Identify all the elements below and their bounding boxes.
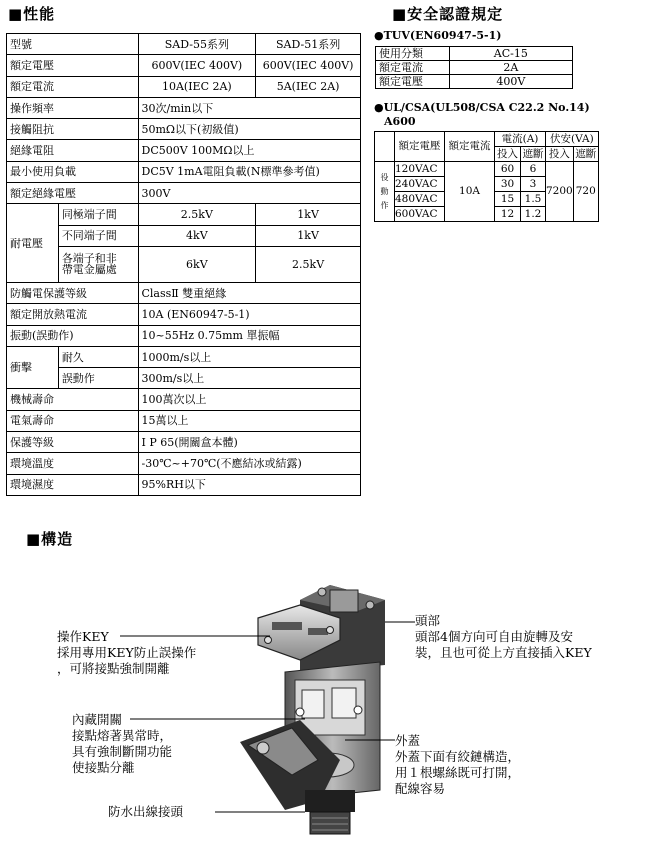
row-voltage: 480VAC <box>395 192 445 207</box>
row-label: 振動(誤動作) <box>7 325 139 346</box>
tuv-title: ●TUV(EN60947-5-1) <box>374 29 502 42</box>
row-value: 6kV <box>138 246 256 282</box>
row-out: 3 <box>521 177 546 192</box>
callout-line: 頭部4個方向可自由旋轉及安 <box>415 629 573 644</box>
callout-line: 外蓋下面有絞鏈構造， <box>395 749 521 764</box>
row-in: 15 <box>495 192 521 207</box>
row-value: -30℃~+70℃(不應結冰或結露) <box>138 453 361 474</box>
row-out: 6 <box>521 162 546 177</box>
row-label: 操作頻率 <box>7 97 139 118</box>
row-value: 1kV <box>256 225 361 246</box>
col-sad51: SAD-51系列 <box>256 34 361 55</box>
row-in: 60 <box>495 162 521 177</box>
row-value: 2.5kV <box>138 204 256 225</box>
ul-va-out: 720 <box>573 162 598 222</box>
header-in: 投入 <box>546 147 574 162</box>
callout-line: 接點熔著異常時， <box>72 728 173 743</box>
safety-heading: ■安全認證規定 <box>392 5 504 23</box>
header-va: 伏安(VA) <box>546 132 599 147</box>
row-value: 10A (EN60947-5-1) <box>138 304 361 325</box>
waterproof-connector <box>305 790 355 834</box>
callout-line: 採用專用KEY防止誤操作 <box>57 645 197 660</box>
row-label: 額定絕緣電壓 <box>7 183 139 204</box>
row-label: 額定電流 <box>7 76 139 97</box>
row-label: 絕緣電阻 <box>7 140 139 161</box>
header-in: 投入 <box>495 147 521 162</box>
row-value: DC5V 1mA電阻負載(N標準參考值) <box>138 161 361 182</box>
row-value: 10A(IEC 2A) <box>138 76 256 97</box>
side-char: 動 <box>380 186 389 196</box>
col-sad55: SAD-55系列 <box>138 34 256 55</box>
callout-key <box>57 629 196 677</box>
callout-title: 操作KEY <box>57 629 109 644</box>
row-label: 額定電壓 <box>7 55 139 76</box>
row-value: 600V(IEC 400V) <box>138 55 256 76</box>
shock-label: 衝擊 <box>7 346 59 389</box>
row-in: 12 <box>495 207 521 222</box>
row-value: 600V(IEC 400V) <box>256 55 361 76</box>
row-value: 10~55Hz 0.75mm 單振幅 <box>138 325 361 346</box>
row-label: 誤動作 <box>58 368 138 389</box>
callout-switch <box>72 712 172 776</box>
performance-heading: ■性能 <box>8 5 56 23</box>
header-out: 遮斷 <box>522 147 544 160</box>
row-label: 不同端子間 <box>58 225 138 246</box>
callout-line: 用１根螺絲既可打開， <box>395 765 521 780</box>
row-value: 5A(IEC 2A) <box>256 76 361 97</box>
row-label: 額定電流 <box>376 61 450 75</box>
row-label: 最小使用負載 <box>7 161 139 182</box>
ul-subtitle: A600 <box>384 115 416 128</box>
row-voltage: 600VAC <box>395 207 445 222</box>
header-amp: 電流(A) <box>495 132 546 147</box>
row-value: 15萬以上 <box>138 410 361 431</box>
header-voltage: 額定電壓 <box>395 132 445 162</box>
side-char: 作 <box>380 200 389 210</box>
callout-title: 外蓋 <box>395 733 421 748</box>
row-value: ClassⅡ 雙重絕緣 <box>138 282 361 303</box>
row-value: 100萬次以上 <box>138 389 361 410</box>
row-value: 95%RH以下 <box>138 474 361 495</box>
row-label: 電氣壽命 <box>7 410 139 431</box>
row-out: 1.2 <box>521 207 546 222</box>
row-label: 環境溫度 <box>7 453 139 474</box>
row-value: 50mΩ以下(初級值) <box>138 119 361 140</box>
row-label: 額定開放熱電流 <box>7 304 139 325</box>
row-value: 2A <box>449 61 572 75</box>
callout-head <box>415 613 592 661</box>
side-char: 役 <box>380 172 389 182</box>
row-value: 1000m/s以上 <box>138 346 361 367</box>
row-value: DC500V 100MΩ以上 <box>138 140 361 161</box>
ul-title: ●UL/CSA(UL508/CSA C22.2 No.14) <box>374 101 590 114</box>
callout-line: 配線容易 <box>395 781 446 796</box>
withstand-label: 耐電壓 <box>7 204 59 283</box>
header-out: 遮斷 <box>575 147 597 160</box>
row-value: 1kV <box>256 204 361 225</box>
callout-connector: 防水出線接頭 <box>108 804 184 819</box>
ul-current-value: 10A <box>445 162 495 222</box>
row-value: 400V <box>449 75 572 89</box>
model-label: 型號 <box>7 34 139 55</box>
row-label-line: 帶電金屬處 <box>61 263 117 277</box>
row-label: 使用分類 <box>376 47 450 61</box>
callout-line: 使接點分離 <box>72 760 135 775</box>
row-value: I P 65(開關盒本體) <box>138 432 361 453</box>
callout-title: 頭部 <box>415 613 441 628</box>
row-label: 防觸電保護等級 <box>7 282 139 303</box>
callout-line: 裝，且也可從上方直接插入KEY <box>415 645 592 660</box>
row-label-line: 各端子和非 <box>61 252 117 266</box>
row-voltage: 120VAC <box>395 162 445 177</box>
structure-heading: ■構造 <box>26 530 74 548</box>
callout-cover <box>395 733 520 797</box>
row-label: 保護等級 <box>7 432 139 453</box>
callout-title: 內藏開關 <box>72 712 123 727</box>
header-current: 額定電流 <box>445 132 495 162</box>
callout-line: ，可將接點強制開離 <box>57 661 170 676</box>
row-value: AC-15 <box>449 47 572 61</box>
row-voltage: 240VAC <box>395 177 445 192</box>
row-value: 2.5kV <box>256 246 361 282</box>
row-value: 4kV <box>138 225 256 246</box>
row-in: 30 <box>495 177 521 192</box>
row-value: 300V <box>138 183 361 204</box>
row-label: 接觸阻抗 <box>7 119 139 140</box>
row-label: 額定電壓 <box>376 75 450 89</box>
row-label: 同極端子間 <box>58 204 138 225</box>
ul-va-in: 7200 <box>546 162 574 222</box>
row-label: 環境濕度 <box>7 474 139 495</box>
row-value: 30次/min以下 <box>138 97 361 118</box>
row-value: 300m/s以上 <box>138 368 361 389</box>
callout-line: 具有強制斷開功能 <box>72 744 173 759</box>
row-label: 耐久 <box>58 346 138 367</box>
row-out: 1.5 <box>521 192 546 207</box>
row-label: 機械壽命 <box>7 389 139 410</box>
